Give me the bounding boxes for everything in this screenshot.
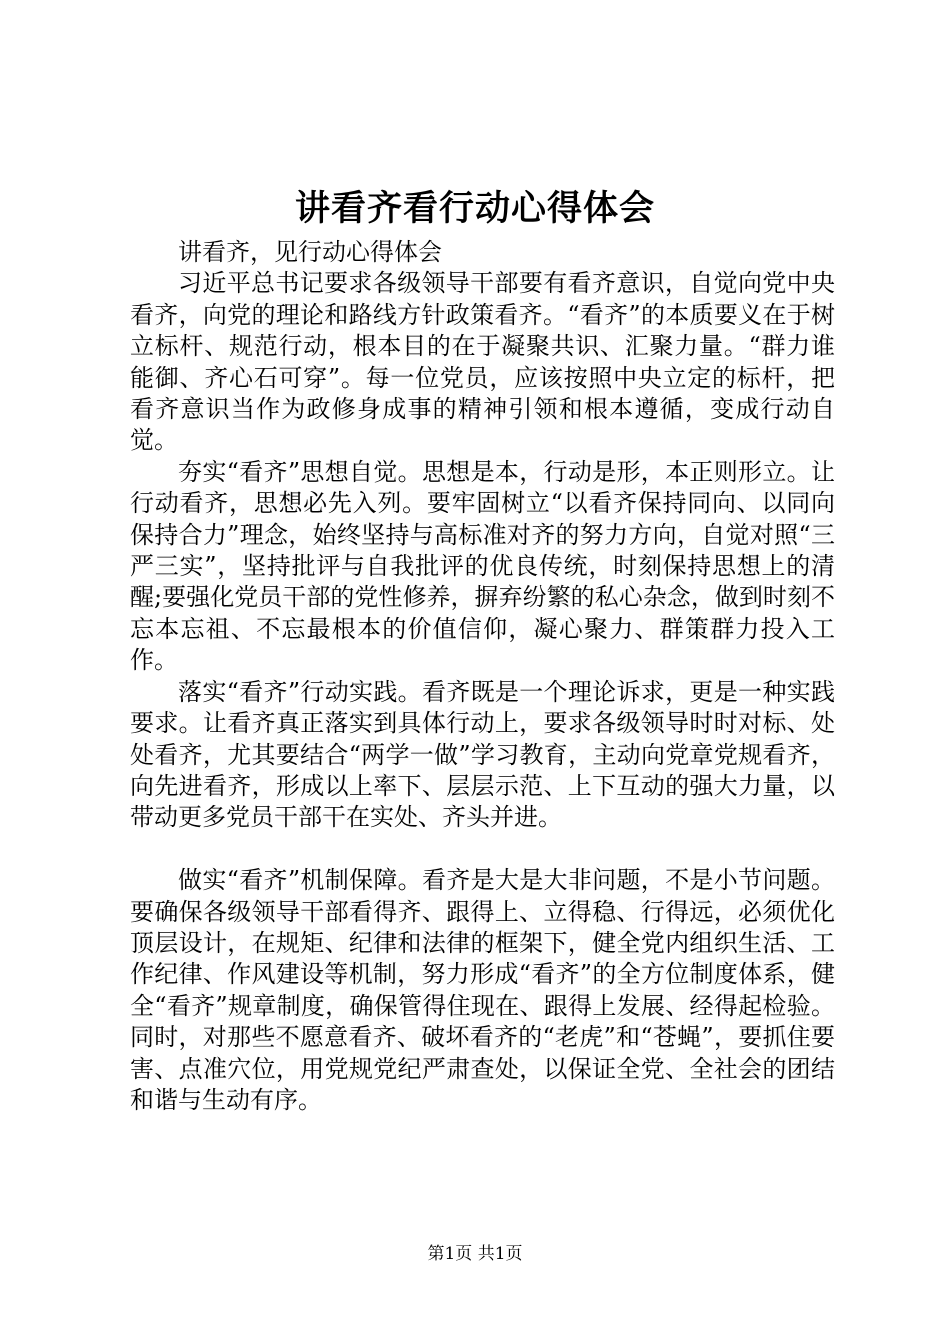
paragraph-spacer — [130, 834, 835, 865]
paragraph-4: 做实“看齐”机制保障。看齐是大是大非问题，不是小节问题。要确保各级领导干部看得齐、跟得上、立得稳、行得远，必须优化顶层设计，在规矩、纪律和法律的框架下，健全党内组织生活、工作纪律、作风建设等机制，努力形成“看齐”的全方位制度体系，健全“看齐”规章制度，确保管得住现在、跟得上发展、经得起检验。同时，对那些不愿意看齐、破坏看齐的“老虎”和“苍蝇”，要抓住要害、点准穴位，用党规党纪严肃查处，以保证全党、全社会的团结和谐与生动有序。 — [130, 866, 835, 1114]
document-title: 讲看齐看行动心得体会 — [294, 188, 655, 229]
paragraph-2: 夯实“看齐”思想自觉。思想是本，行动是形，本正则形立。让行动看齐，思想必先入列。要牢固树立“以看齐保持同向、以同向保持合力”理念，始终坚持与高标准对齐的努力方向，自觉对照“三严三实”，坚持批评与自我批评的优良传统，时刻保持思想上的清醒;要强化党员干部的党性修养，摒弃纷繁的私心杂念，做到时刻不忘本忘祖、不忘最根本的价值信仰，凝心聚力、群策群力投入工作。 — [130, 457, 835, 675]
paragraph-3: 落实“看齐”行动实践。看齐既是一个理论诉求，更是一种实践要求。让看齐真正落实到具体行动上，要求各级领导时时对标、处处看齐，尤其要结合“两学一做”学习教育，主动向党章党规看齐，向先进看齐，形成以上率下、层层示范、上下互动的强大力量，以带动更多党员干部干在实处、齐头并进。 — [130, 677, 835, 832]
page-footer: 第1页 共1页 — [427, 1244, 523, 1264]
document-body — [130, 237, 835, 1116]
subtitle-line: 讲看齐，见行动心得体会 — [178, 238, 442, 266]
paragraph-1: 习近平总书记要求各级领导干部要有看齐意识，自觉向党中央看齐，向党的理论和路线方针政策看齐。“看齐”的本质要义在于树立标杆、规范行动，根本目的在于凝聚共识、汇聚力量。“群力谁能御、齐心石可穿”。每一位党员，应该按照中央立定的标杆，把看齐意识当作为政修身成事的精神引领和根本遵循，变成行动自觉。 — [130, 269, 835, 455]
